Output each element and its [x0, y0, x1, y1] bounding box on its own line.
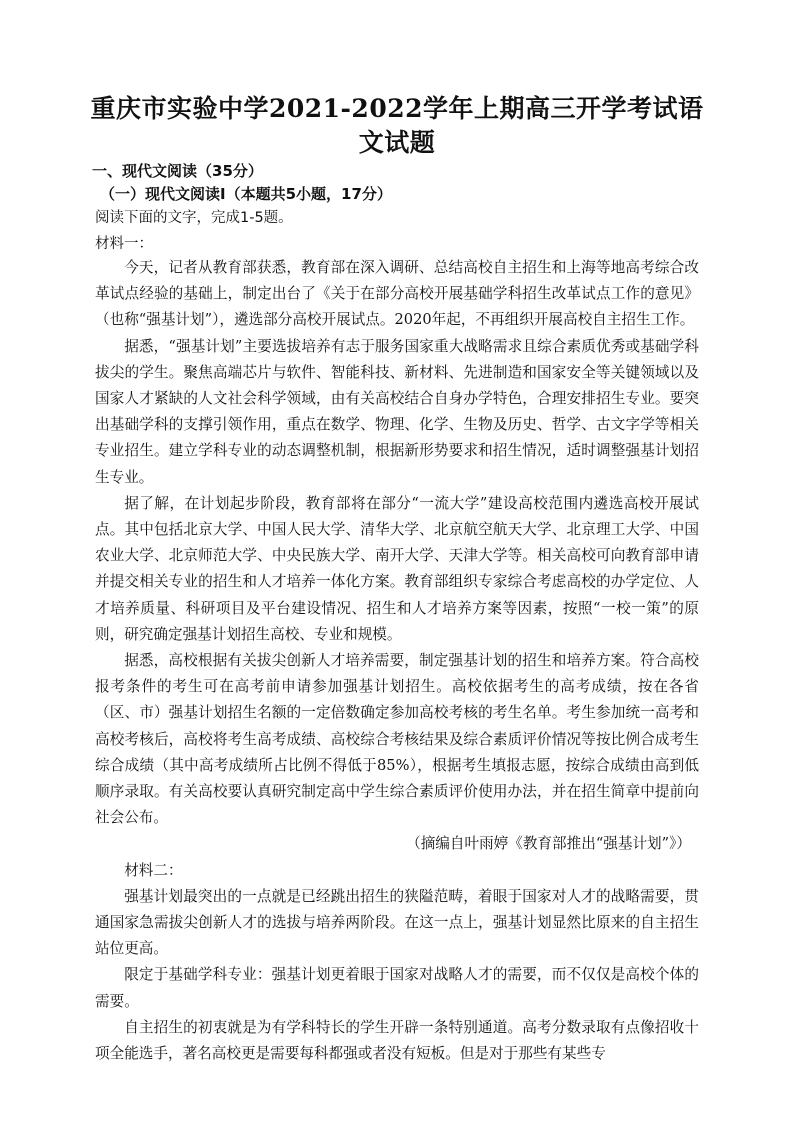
material-two-paragraph: 强基计划最突出的一点就是已经跳出招生的狭隘范畴，着眼于国家对人才的战略需要，贯通国家急需拔尖创新人才的选拔与培养两阶段。在这一点上，强基计划显然比原来的自主招生站位更高。 [95, 887, 699, 958]
material-one-paragraph: 今天，记者从教育部获悉，教育部在深入调研、总结高校自主招生和上海等地高考综合改革试点经验的基础上，制定出台了《关于在部分高校开展基础学科招生改革试点工作的意见》（也称“强基计划”），遴选部分高校开展试点。2020年起，不再组织开展高校自主招生工作。 [95, 259, 699, 329]
material-one-paragraph: 据悉，“强基计划”主要选拔培养有志于服务国家重大战略需求且综合素质优秀或基础学科拔尖的学生。聚焦高端芯片与软件、智能科技、新材料、先进制造和国家安全等关键领域以及国家人才紧缺的人文社会科学领域，由有关高校结合自身办学特色，合理安排招生专业。要突出基础学科的支撑引领作用，重点在数学、物理、化学、生物及历史、哲学、古文字学等相关专业招生。建立学科专业的动态调整机制，根据新形势要求和招生情况，适时调整强基计划招生专业。 [95, 337, 699, 486]
material-one-label: 材料一： [95, 236, 153, 252]
section-heading: 一、现代文阅读（35分） [92, 162, 263, 180]
document-title: 重庆市实验中学2021-2022学年上期高三开学考试语文试题 [90, 94, 704, 157]
material-two-paragraph: 限定于基础学科专业：强基计划更着眼于国家对战略人才的需要，而不仅仅是高校个体的需要。 [95, 966, 699, 1010]
material-one-paragraph: 据了解，在计划起步阶段，教育部将在部分“一流大学”建设高校范围内遴选高校开展试点。其中包括北京大学、中国人民大学、清华大学、北京航空航天大学、北京理工大学、中国农业大学、北京师范大学、中央民族大学、南开大学、天津大学等。相关高校可向教育部申请并提交相关专业的招生和人才培养一体化方案。教育部组织专家综合考虑高校的办学定位、人才培养质量、科研项目及平台建设情况、招生和人才培养方案等因素，按照“一校一策”的原则，研究确定强基计划招生高校、专业和规模。 [95, 494, 699, 643]
material-one-paragraph: 据悉，高校根据有关拔尖创新人才培养需要，制定强基计划的招生和培养方案。符合高校报考条件的考生可在高考前申请参加强基计划招生。高校依据考生的高考成绩，按在各省（区、市）强基计划招生名额的一定倍数确定参加高校考核的考生名单。考生参加统一高考和高校考核后，高校将考生高考成绩、高校综合考核结果及综合素质评价情况等按比例合成考生综合成绩（其中高考成绩所占比例不得低于85%），根据考生填报志愿，按综合成绩由高到低顺序录取。有关高校要认真研究制定高中学生综合素质评价使用办法，并在招生简章中提前向社会公布。 [95, 652, 699, 827]
passage-body [95, 255, 699, 1067]
sub-section-heading: （一）现代文阅读Ⅰ（本题共5小题，17分） [100, 185, 392, 203]
material-one-source: （摘编自叶雨婷《教育部推出“强基计划”》） [406, 835, 691, 853]
material-two-label: 材料二： [124, 861, 183, 879]
reading-instruction: 阅读下面的文字，完成1-5题。 [95, 210, 293, 226]
material-two-paragraph: 自主招生的初衷就是为有学科特长的学生开辟一条特别通道。高考分数录取有点像招收十项全能选手，著名高校更是需要每科都强或者没有短板。但是对于那些有某些专 [95, 1018, 699, 1063]
